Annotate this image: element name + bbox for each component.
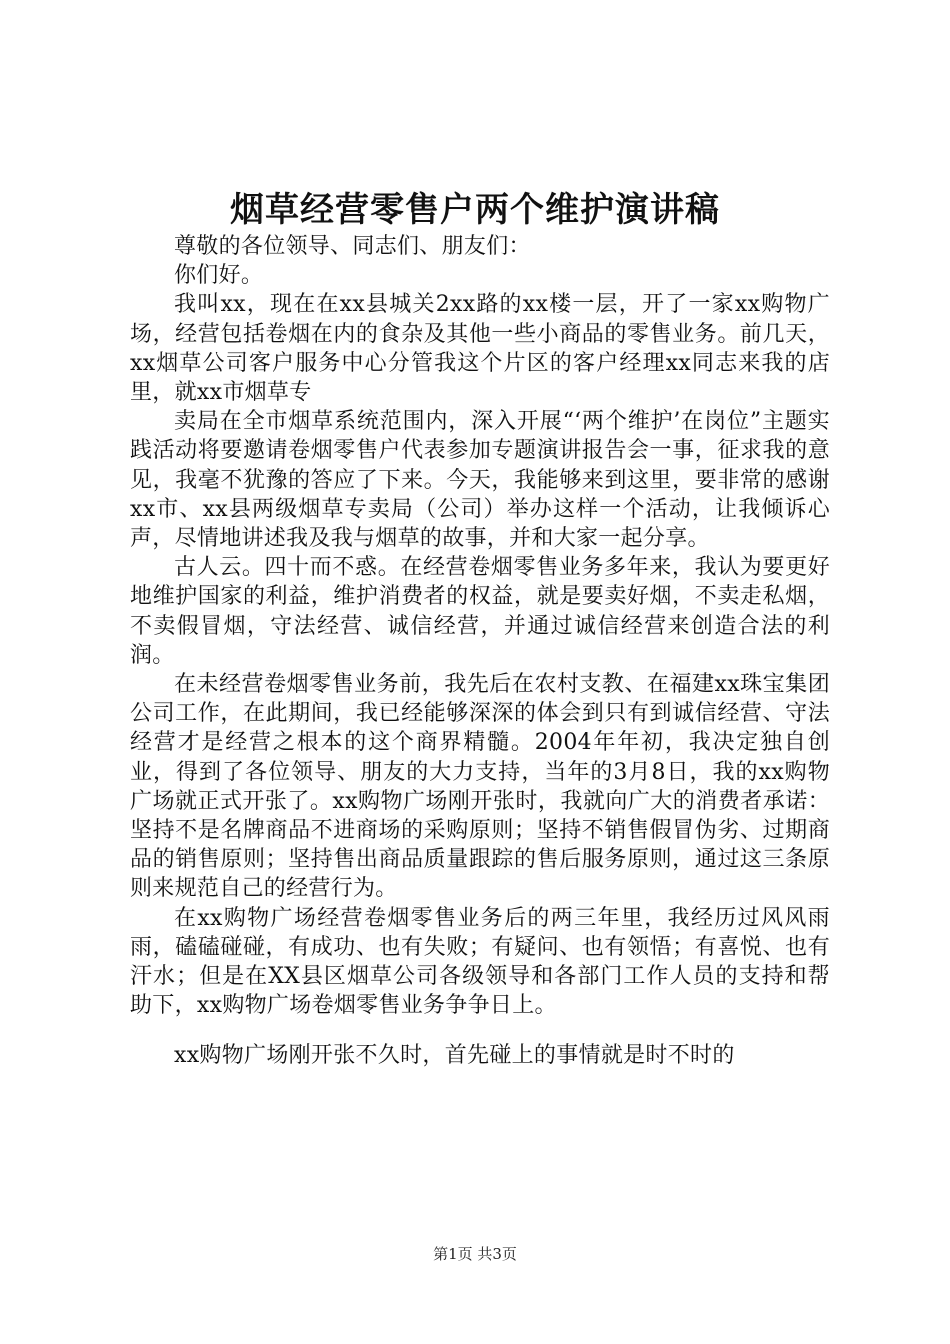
paragraph: 我叫xx，现在在xx县城关2xx路的xx楼一层，开了一家xx购物广场，经营包括卷烟在内的食杂及其他一些小商品的零售业务。前几天，xx烟草公司客户服务中心分管我这个片区的客户经理xx同志来我的店里，就xx市烟草专 — [130, 292, 830, 406]
paragraph: 古人云。四十而不惑。在经营卷烟零售业务多年来，我认为要更好地维护国家的利益，维护消费者的权益，就是要卖好烟，不卖走私烟，不卖假冒烟，守法经营、诚信经营，并通过诚信经营来创造合法的利润。 — [130, 555, 830, 668]
document-title: 烟草经营零售户两个维护演讲稿 — [230, 190, 720, 230]
paragraph-salutation: 尊敬的各位领导、同志们、朋友们： — [174, 234, 531, 259]
paragraph: 在xx购物广场经营卷烟零售业务后的两三年里，我经历过风风雨雨，磕磕碰碰，有成功、也有失败；有疑问、也有领悟；有喜悦、也有汗水；但是在XX县区烟草公司各级领导和各部门工作人员的支持和帮助下，xx购物广场卷烟零售业务争争日上。 — [130, 905, 830, 1019]
paragraph: xx购物广场刚开张不久时，首先碰上的事情就是时不时的 — [174, 1043, 735, 1069]
paragraph: 卖局在全市烟草系统范围内，深入开展“‘两个维护’在岗位”主题实践活动将要邀请卷烟零售户代表参加专题演讲报告会一事，征求我的意见，我毫不犹豫的答应了下来。今天，我能够来到这里，要非常的感谢xx市、xx县两级烟草专卖局（公司）举办这样一个活动，让我倾诉心声，尽情地讲述我及我与烟草的故事，并和大家一起分享。 — [130, 409, 830, 552]
paragraph: 在未经营卷烟零售业务前，我先后在农村支教、在福建xx珠宝集团公司工作，在此期间，我已经能够深深的体会到只有到诚信经营、守法经营才是经营之根本的这个商界精髓。2004年年初，我决定独自创业，得到了各位领导、朋友的大力支持，当年的3月8日，我的xx购物广场就正式开张了。xx购物广场刚开张时，我就向广大的消费者承诺：坚持不是名牌商品不进商场的采购原则；坚持不销售假冒伪劣、过期商品的销售原则；坚持售出商品质量跟踪的售后服务原则，通过这三条原则来规范自己的经营行为。 — [130, 672, 830, 902]
paragraph-greeting: 你们好。 — [174, 263, 264, 289]
document-body — [130, 232, 830, 1071]
page-footer: 第1页 共3页 — [433, 1245, 517, 1263]
